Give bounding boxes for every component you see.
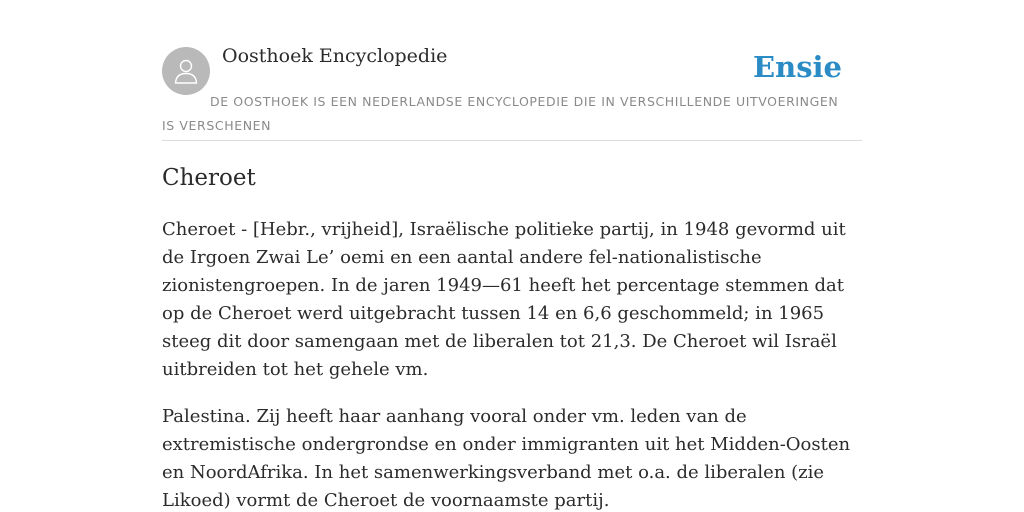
person-outline-icon bbox=[171, 56, 201, 86]
article-title: Cheroet bbox=[162, 165, 256, 191]
user-avatar-icon[interactable] bbox=[162, 47, 210, 95]
article-paragraph: Cheroet - [Hebr., vrijheid], Israëlische politieke partij, in 1948 gevormd uit de Irgoen Zwai Le’ oemi en een aantal andere fel-nationalistische zionistengroepen. In de jaren 1949—61 heeft het percentage stemmen dat op de Cheroet werd uitgebracht tussen 14 en 6,6 geschommeld; in 1965 steeg dit door samengaan met de liberalen tot 21,3. De Cheroet wil Israël uitbreiden tot het gehele vm. bbox=[162, 219, 846, 380]
brand-logo[interactable]: Ensie bbox=[753, 50, 842, 84]
site-name-link[interactable]: Oosthoek Encyclopedie bbox=[222, 45, 448, 67]
article bbox=[162, 160, 867, 512]
site-header bbox=[162, 0, 862, 141]
site-tagline: DE OOSTHOEK IS EEN NEDERLANDSE ENCYCLOPEDIE DIE IN VERSCHILLENDE UITVOERINGEN IS VERSCHENEN bbox=[162, 94, 839, 133]
article-paragraph: Palestina. Zij heeft haar aanhang vooral onder vm. leden van de extremistische ondergrondse en onder immigranten uit het Midden-Oosten en NoordAfrika. In het samenwerkingsverband met o.a. de liberalen (zie Likoed) vormt de Cheroet de voornaamste partij. bbox=[162, 406, 851, 511]
